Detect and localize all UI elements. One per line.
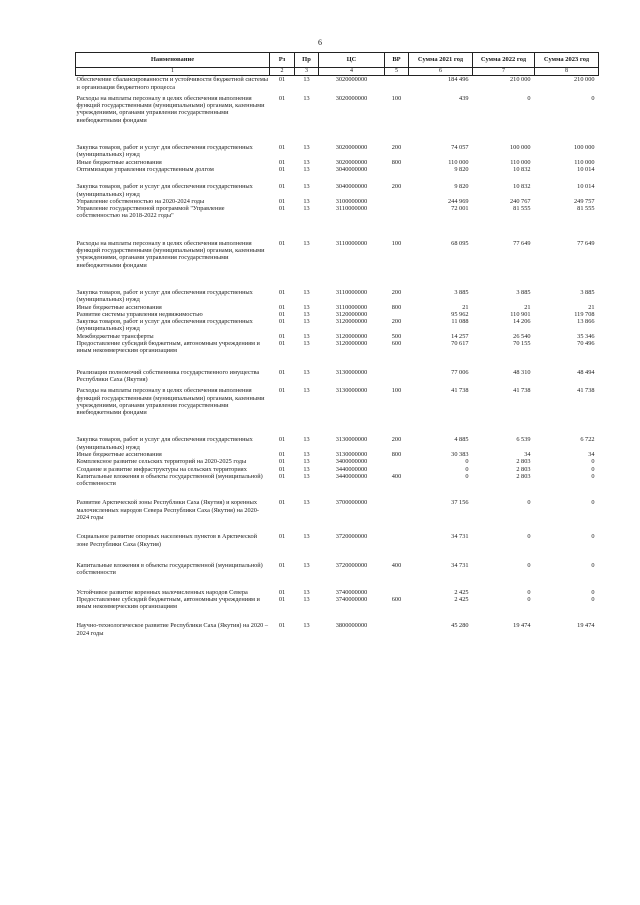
table-row xyxy=(76,198,599,205)
row-vr-cell: 100 xyxy=(391,94,402,102)
row-rz-cell: 01 xyxy=(278,588,286,596)
row-sum-2023-cell: 81 555 xyxy=(577,205,595,213)
table-row xyxy=(76,577,599,596)
row-sum-2021-cell: 14 257 xyxy=(451,332,469,340)
row-cs-cell: 3800000000 xyxy=(335,622,368,630)
header-sum-2022: Сумма 2022 год xyxy=(473,53,535,68)
row-cs-cell: 3720000000 xyxy=(335,561,368,569)
row-sum-2023-cell: 0 xyxy=(591,465,595,473)
table-row xyxy=(76,487,599,521)
row-sum-2022-cell: 48 310 xyxy=(513,368,531,376)
column-number: 4 xyxy=(319,68,385,76)
row-sum-2023-cell: 10 014 xyxy=(577,165,595,173)
row-name-cell: Развитие системы управления недвижимостью xyxy=(76,310,203,318)
row-cs-cell: 3120000000 xyxy=(335,340,368,348)
row-sum-2021-cell: 0 xyxy=(465,472,469,480)
row-sum-2021-cell: 45 280 xyxy=(451,622,469,630)
row-sum-2022-cell: 77 649 xyxy=(513,239,531,247)
row-cs-cell: 3020000000 xyxy=(335,94,368,102)
row-sum-2022-cell: 0 xyxy=(527,595,531,603)
row-pr-cell: 13 xyxy=(303,94,310,102)
row-rz-cell: 01 xyxy=(278,205,286,213)
row-sum-2023-cell: 0 xyxy=(591,499,595,507)
row-sum-2023-cell: 10 014 xyxy=(577,183,595,191)
row-sum-2021-cell: 68 095 xyxy=(451,239,469,247)
row-sum-2022-cell: 19 474 xyxy=(513,622,531,630)
row-name-cell: Предоставление субсидий бюджетным, автономным учреждениям и иным некоммерческим организациям xyxy=(76,595,260,611)
row-sum-2021-cell: 439 xyxy=(459,94,469,102)
row-sum-2023-cell: 210 000 xyxy=(574,76,595,84)
row-name-cell: Комплексное развитие сельских территорий на 2020-2025 годы xyxy=(76,458,247,466)
row-name-cell: Расходы на выплаты персоналу в целях обеспечения выполнения функций государственными (муниципальными) органами, казенными учреждениями, органами управления государственными внебюджетными фондами xyxy=(76,239,265,269)
table-row xyxy=(76,173,599,198)
row-rz-cell: 01 xyxy=(278,387,286,395)
row-sum-2021-cell: 4 885 xyxy=(454,436,469,444)
row-sum-2022-cell: 100 000 xyxy=(510,144,531,152)
row-sum-2022-cell: 21 xyxy=(524,303,531,311)
row-sum-2022-cell: 0 xyxy=(527,588,531,596)
row-pr-cell: 13 xyxy=(303,310,310,318)
row-name-cell: Закупка товаров, работ и услуг для обеспечения государственных (муниципальных) нужд xyxy=(76,436,253,451)
row-sum-2021-cell: 2 425 xyxy=(454,588,469,596)
table-row xyxy=(76,458,599,465)
row-vr-cell xyxy=(385,458,409,465)
table-row xyxy=(76,340,599,355)
row-sum-2021-cell: 77 006 xyxy=(451,368,469,376)
column-number: 6 xyxy=(409,68,473,76)
row-vr-cell: 200 xyxy=(391,144,402,152)
row-name-cell: Обеспечение сбалансированности и устойчивости бюджетной системы и организация бюджетного процесса xyxy=(76,76,269,91)
table-row xyxy=(76,383,599,416)
row-sum-2021-cell: 11 088 xyxy=(451,318,469,326)
table-row xyxy=(76,473,599,488)
row-sum-2021-cell: 9 820 xyxy=(454,165,469,173)
row-sum-2023-cell: 41 738 xyxy=(577,387,595,395)
row-sum-2022-cell: 0 xyxy=(527,533,531,541)
row-sum-2021-cell: 37 156 xyxy=(451,499,469,507)
row-sum-2021-cell: 9 820 xyxy=(454,183,469,191)
row-sum-2023-cell: 0 xyxy=(591,533,595,541)
row-name-cell: Реализация полномочий собственника государственного имущества Республики Саха (Якутия) xyxy=(76,368,260,383)
table-row xyxy=(76,159,599,166)
row-rz-cell: 01 xyxy=(278,158,286,166)
page-number: 6 xyxy=(318,38,322,47)
header-pr: Пр xyxy=(295,53,319,68)
table-row xyxy=(76,416,599,451)
header-cs: ЦС xyxy=(319,53,385,68)
row-sum-2023-cell: 35 346 xyxy=(577,332,595,340)
row-vr-cell xyxy=(385,487,409,521)
row-sum-2022-cell: 10 832 xyxy=(513,183,531,191)
row-sum-2021-cell: 41 738 xyxy=(451,387,469,395)
row-rz-cell: 01 xyxy=(278,368,286,376)
row-vr-cell xyxy=(385,166,409,173)
row-cs-cell: 3440000000 xyxy=(335,472,368,480)
row-pr-cell: 13 xyxy=(303,239,310,247)
row-cs-cell: 3400000000 xyxy=(335,458,368,466)
row-sum-2023-cell: 0 xyxy=(591,595,595,603)
row-rz-cell: 01 xyxy=(278,332,286,340)
row-cs-cell: 3440000000 xyxy=(335,465,368,473)
row-pr-cell: 13 xyxy=(303,158,310,166)
row-rz-cell: 01 xyxy=(278,450,286,458)
row-name-cell: Иные бюджетные ассигнования xyxy=(76,303,162,311)
row-cs-cell: 3100000000 xyxy=(335,197,368,205)
row-sum-2023-cell: 77 649 xyxy=(577,239,595,247)
table-row xyxy=(76,166,599,173)
row-sum-2023-cell: 19 474 xyxy=(577,622,595,630)
header-sum-2023: Сумма 2023 год xyxy=(535,53,599,68)
row-sum-2023-cell: 34 xyxy=(588,450,595,458)
row-sum-2023-cell: 0 xyxy=(591,458,595,466)
table-row xyxy=(76,548,599,577)
row-pr-cell: 13 xyxy=(303,472,310,480)
row-sum-2021-cell: 95 962 xyxy=(451,310,469,318)
row-sum-2023-cell: 249 757 xyxy=(574,197,595,205)
row-sum-2023-cell: 119 708 xyxy=(574,310,595,318)
table-row xyxy=(76,466,599,473)
table-row xyxy=(76,596,599,611)
row-cs-cell: 3120000000 xyxy=(335,310,368,318)
row-sum-2021-cell: 0 xyxy=(465,465,469,473)
row-sum-2021-cell: 34 731 xyxy=(451,561,469,569)
row-name-cell: Закупка товаров, работ и услуг для обеспечения государственных (муниципальных) нужд xyxy=(76,183,253,198)
table-row xyxy=(76,311,599,318)
row-sum-2023-cell: 0 xyxy=(591,561,595,569)
row-name-cell: Закупка товаров, работ и услуг для обеспечения государственных (муниципальных) нужд xyxy=(76,318,253,333)
row-rz-cell: 01 xyxy=(278,458,286,466)
table-row xyxy=(76,610,599,637)
row-pr-cell: 13 xyxy=(303,303,310,311)
row-cs-cell: 3740000000 xyxy=(335,588,368,596)
row-pr-cell: 13 xyxy=(303,318,310,326)
row-sum-2021-cell: 21 xyxy=(462,303,469,311)
row-sum-2022-cell: 0 xyxy=(527,561,531,569)
row-pr-cell: 13 xyxy=(303,436,310,444)
row-name-cell: Расходы на выплаты персоналу в целях обеспечения выполнения функций государственными (муниципальными) органами, казенными учреждениями, органами управления государственными внебюджетными фондами xyxy=(76,94,265,124)
row-sum-2023-cell: 13 866 xyxy=(577,318,595,326)
column-number: 2 xyxy=(270,68,295,76)
row-name-cell: Предоставление субсидий бюджетным, автономным учреждениям и иным некоммерческим организациям xyxy=(76,340,260,355)
row-name-cell: Управление государственной программой "Управление собственностью на 2018-2022 годы" xyxy=(76,205,225,220)
header-rz: Рз xyxy=(270,53,295,68)
row-vr-cell: 200 xyxy=(391,183,402,191)
row-name-cell: Создание и развитие инфраструктуры на сельских территориях xyxy=(76,465,247,473)
row-vr-cell: 600 xyxy=(391,595,402,603)
row-name-cell: Научно-технологическое развитие Республики Саха (Якутия) на 2020 – 2024 годы xyxy=(76,622,269,637)
table-row xyxy=(76,76,599,91)
row-sum-2022-cell: 81 555 xyxy=(513,205,531,213)
row-cs-cell: 3130000000 xyxy=(335,368,368,376)
row-pr-cell: 13 xyxy=(303,387,310,395)
header-row xyxy=(76,53,599,68)
row-rz-cell: 01 xyxy=(278,595,286,603)
row-name-cell: Иные бюджетные ассигнования xyxy=(76,450,162,458)
row-sum-2021-cell: 30 383 xyxy=(451,450,469,458)
row-pr-cell: 13 xyxy=(303,197,310,205)
row-sum-2021-cell: 110 000 xyxy=(448,158,469,166)
row-rz-cell: 01 xyxy=(278,76,286,84)
row-vr-cell: 800 xyxy=(391,303,402,311)
table-row xyxy=(76,521,599,548)
row-sum-2021-cell: 2 425 xyxy=(454,595,469,603)
row-cs-cell: 3120000000 xyxy=(335,318,368,326)
row-cs-cell: 3110000000 xyxy=(335,288,368,296)
row-sum-2021-cell: 184 496 xyxy=(448,76,469,84)
row-sum-2021-cell: 72 001 xyxy=(451,205,469,213)
row-sum-2022-cell: 210 000 xyxy=(510,76,531,84)
row-sum-2022-cell: 2 803 xyxy=(516,458,531,466)
row-cs-cell: 3740000000 xyxy=(335,595,368,603)
row-name-cell: Развитие Арктической зоны Республики Саха (Якутия) и коренных малочисленных народов Севера Республики Саха (Якутия) на 2020-2024 годы xyxy=(76,499,260,522)
row-cs-cell: 3120000000 xyxy=(335,332,368,340)
row-pr-cell: 13 xyxy=(303,622,310,630)
budget-table xyxy=(75,52,599,637)
row-sum-2023-cell: 110 000 xyxy=(574,158,595,166)
header-sum-2021: Сумма 2021 год xyxy=(409,53,473,68)
row-sum-2022-cell: 240 767 xyxy=(510,197,531,205)
table-row xyxy=(76,451,599,458)
row-pr-cell: 13 xyxy=(303,368,310,376)
row-cs-cell: 3020000000 xyxy=(335,158,368,166)
row-rz-cell: 01 xyxy=(278,436,286,444)
row-rz-cell: 01 xyxy=(278,197,286,205)
row-vr-cell: 200 xyxy=(391,288,402,296)
row-pr-cell: 13 xyxy=(303,288,310,296)
row-name-cell: Социальное развитие опорных населенных пунктов в Арктической зоне Республики Саха (Якутия) xyxy=(76,533,258,548)
row-vr-cell xyxy=(385,76,409,91)
row-sum-2023-cell: 0 xyxy=(591,588,595,596)
row-rz-cell: 01 xyxy=(278,561,286,569)
row-cs-cell: 3110000000 xyxy=(335,239,368,247)
row-rz-cell: 01 xyxy=(278,499,286,507)
row-rz-cell: 01 xyxy=(278,239,286,247)
row-name-cell: Капитальные вложения в объекты государственной (муниципальной) собственности xyxy=(76,561,263,577)
row-name-cell: Оптимизация управления государственным долгом xyxy=(76,165,214,173)
row-vr-cell: 800 xyxy=(391,158,402,166)
row-rz-cell: 01 xyxy=(278,622,286,630)
row-pr-cell: 13 xyxy=(303,205,310,213)
header-vr: ВР xyxy=(385,53,409,68)
row-vr-cell: 400 xyxy=(391,472,402,480)
row-rz-cell: 01 xyxy=(278,288,286,296)
column-number: 8 xyxy=(535,68,599,76)
column-number-row xyxy=(76,68,599,76)
row-vr-cell: 600 xyxy=(391,340,402,348)
row-sum-2022-cell: 0 xyxy=(527,499,531,507)
row-rz-cell: 01 xyxy=(278,303,286,311)
row-pr-cell: 13 xyxy=(303,332,310,340)
row-pr-cell: 13 xyxy=(303,561,310,569)
row-cs-cell: 3130000000 xyxy=(335,387,368,395)
row-rz-cell: 01 xyxy=(278,183,286,191)
row-sum-2021-cell: 74 057 xyxy=(451,144,469,152)
row-vr-cell xyxy=(385,521,409,548)
row-rz-cell: 01 xyxy=(278,340,286,348)
row-vr-cell xyxy=(385,355,409,384)
table-row xyxy=(76,220,599,269)
row-cs-cell: 3040000000 xyxy=(335,165,368,173)
row-pr-cell: 13 xyxy=(303,183,310,191)
row-name-cell: Закупка товаров, работ и услуг для обеспечения государственных (муниципальных) нужд xyxy=(76,144,253,159)
row-name-cell: Иные бюджетные ассигнования xyxy=(76,158,162,166)
row-rz-cell: 01 xyxy=(278,465,286,473)
row-cs-cell: 3700000000 xyxy=(335,499,368,507)
table-row xyxy=(76,355,599,384)
table-row xyxy=(76,91,599,124)
row-sum-2022-cell: 110 901 xyxy=(510,310,531,318)
row-sum-2022-cell: 2 803 xyxy=(516,465,531,473)
row-sum-2021-cell: 244 969 xyxy=(448,197,469,205)
row-sum-2022-cell: 10 832 xyxy=(513,165,531,173)
row-rz-cell: 01 xyxy=(278,144,286,152)
row-cs-cell: 3130000000 xyxy=(335,436,368,444)
row-sum-2023-cell: 3 885 xyxy=(580,288,595,296)
row-sum-2023-cell: 48 494 xyxy=(577,368,595,376)
row-vr-cell: 400 xyxy=(391,561,402,569)
row-sum-2023-cell: 21 xyxy=(588,303,595,311)
row-name-cell: Закупка товаров, работ и услуг для обеспечения государственных (муниципальных) нужд xyxy=(76,288,253,304)
row-name-cell: Устойчивое развитие коренных малочисленных народов Севера xyxy=(76,588,248,596)
row-cs-cell: 3110000000 xyxy=(335,205,368,213)
row-vr-cell: 200 xyxy=(391,318,402,326)
row-pr-cell: 13 xyxy=(303,450,310,458)
row-vr-cell: 100 xyxy=(391,239,402,247)
row-sum-2021-cell: 0 xyxy=(465,458,469,466)
row-rz-cell: 01 xyxy=(278,310,286,318)
row-pr-cell: 13 xyxy=(303,76,310,84)
row-sum-2022-cell: 0 xyxy=(527,94,531,102)
row-name-cell: Капитальные вложения в объекты государственной (муниципальной) собственности xyxy=(76,472,263,488)
row-sum-2022-cell: 3 885 xyxy=(516,288,531,296)
row-vr-cell: 500 xyxy=(391,332,402,340)
row-vr-cell xyxy=(385,577,409,596)
row-pr-cell: 13 xyxy=(303,458,310,466)
row-vr-cell xyxy=(385,610,409,637)
row-cs-cell: 3720000000 xyxy=(335,533,368,541)
row-name-cell: Межбюджетные трансферты xyxy=(76,332,154,340)
row-pr-cell: 13 xyxy=(303,340,310,348)
table-row xyxy=(76,318,599,333)
column-number: 5 xyxy=(385,68,409,76)
row-vr-cell: 200 xyxy=(391,436,402,444)
row-rz-cell: 01 xyxy=(278,318,286,326)
row-pr-cell: 13 xyxy=(303,595,310,603)
row-sum-2022-cell: 2 803 xyxy=(516,472,531,480)
row-cs-cell: 3110000000 xyxy=(335,303,368,311)
table-row xyxy=(76,205,599,220)
row-vr-cell xyxy=(385,311,409,318)
row-pr-cell: 13 xyxy=(303,165,310,173)
row-rz-cell: 01 xyxy=(278,472,286,480)
row-name-cell: Расходы на выплаты персоналу в целях обеспечения выполнения функций государственными (муниципальными) органами, казенными учреждениями, органами управления государственными внебюджетными фондами xyxy=(76,387,265,417)
row-sum-2022-cell: 110 000 xyxy=(510,158,531,166)
table-row xyxy=(76,124,599,159)
row-sum-2023-cell: 0 xyxy=(591,94,595,102)
row-sum-2021-cell: 34 731 xyxy=(451,533,469,541)
row-sum-2022-cell: 34 xyxy=(524,450,531,458)
table-row xyxy=(76,269,599,304)
row-sum-2022-cell: 70 155 xyxy=(513,340,531,348)
row-sum-2023-cell: 0 xyxy=(591,472,595,480)
row-pr-cell: 13 xyxy=(303,499,310,507)
table-row xyxy=(76,333,599,340)
row-name-cell: Управление собственностью на 2020-2024 годы xyxy=(76,197,205,205)
row-sum-2023-cell: 100 000 xyxy=(574,144,595,152)
row-rz-cell: 01 xyxy=(278,533,286,541)
row-pr-cell: 13 xyxy=(303,465,310,473)
row-vr-cell xyxy=(385,205,409,220)
row-cs-cell: 3020000000 xyxy=(335,76,368,84)
row-pr-cell: 13 xyxy=(303,144,310,152)
row-sum-2023-cell: 70 496 xyxy=(577,340,595,348)
row-cs-cell: 3020000000 xyxy=(335,144,368,152)
row-sum-2023-cell: 6 722 xyxy=(580,436,595,444)
column-number: 7 xyxy=(473,68,535,76)
row-vr-cell: 800 xyxy=(391,450,402,458)
row-sum-2022-cell: 41 738 xyxy=(513,387,531,395)
row-cs-cell: 3040000000 xyxy=(335,183,368,191)
header-name: Наименование xyxy=(76,53,270,68)
table-row xyxy=(76,304,599,311)
row-sum-2022-cell: 6 539 xyxy=(516,436,531,444)
column-number: 1 xyxy=(76,68,270,76)
row-sum-2022-cell: 14 206 xyxy=(513,318,531,326)
row-sum-2021-cell: 3 885 xyxy=(454,288,469,296)
row-pr-cell: 13 xyxy=(303,533,310,541)
row-sum-2021-cell: 70 617 xyxy=(451,340,469,348)
row-pr-cell: 13 xyxy=(303,588,310,596)
row-cs-cell: 3130000000 xyxy=(335,450,368,458)
row-sum-2022-cell: 26 540 xyxy=(513,332,531,340)
row-vr-cell xyxy=(385,198,409,205)
row-rz-cell: 01 xyxy=(278,94,286,102)
row-vr-cell: 100 xyxy=(391,387,402,395)
row-vr-cell xyxy=(385,466,409,473)
row-rz-cell: 01 xyxy=(278,165,286,173)
column-number: 3 xyxy=(295,68,319,76)
